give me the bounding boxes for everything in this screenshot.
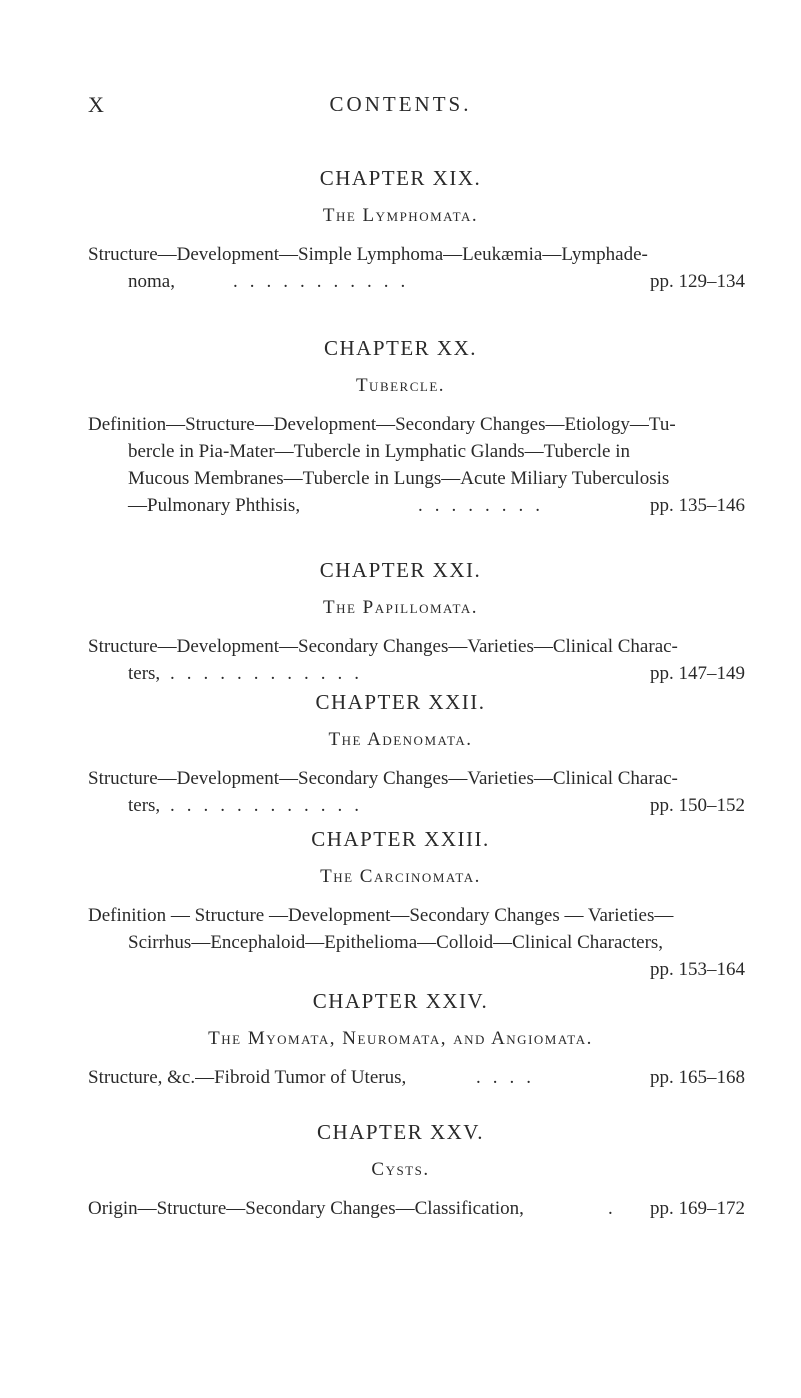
page-range: pp. 147–149 xyxy=(650,663,745,684)
contents-line: Definition — Structure —Development—Secondary Changes — Varieties— xyxy=(88,905,674,926)
chapter-heading: CHAPTER XXIV. xyxy=(312,989,489,1013)
leader-dots: .... xyxy=(476,1067,543,1088)
chapter-heading: CHAPTER XXV. xyxy=(317,1120,484,1144)
chapter-heading: CHAPTER XXIII. xyxy=(311,827,490,851)
contents-line: Origin—Structure—Secondary Changes—Classification, xyxy=(88,1198,524,1219)
contents-line: Mucous Membranes—Tubercle in Lungs—Acute Miliary Tuberculosis xyxy=(128,468,670,489)
page-range: pp. 153–164 xyxy=(650,959,745,980)
chapter-heading: CHAPTER XIX. xyxy=(319,166,482,190)
chapter-contents xyxy=(88,902,745,983)
page-folio: X xyxy=(88,92,105,117)
page-range: pp. 150–152 xyxy=(650,795,745,816)
leader-dots: ............ xyxy=(170,663,371,684)
chapter-heading: CHAPTER XX. xyxy=(323,336,477,360)
page-header xyxy=(0,92,801,122)
contents-line: Structure, &c.—Fibroid Tumor of Uterus, xyxy=(88,1067,407,1088)
page-range: pp. 165–168 xyxy=(650,1067,745,1088)
chapter-xxiv xyxy=(0,988,801,1091)
chapter-contents xyxy=(88,1195,745,1222)
contents-line: Definition—Structure—Development—Secondary Changes—Etiology—Tu- xyxy=(88,414,676,435)
chapter-subject: The Carcinomata. xyxy=(320,866,481,887)
chapter-contents xyxy=(88,765,745,819)
chapter-xxv xyxy=(0,1119,801,1222)
chapter-subject: The Adenomata. xyxy=(328,729,473,750)
chapter-xxi xyxy=(0,557,801,687)
chapter-subject: The Lymphomata. xyxy=(322,205,479,226)
contents-line: Scirrhus—Encephaloid—Epithelioma—Colloid—Clinical Characters, xyxy=(128,932,664,953)
leader-dots: . xyxy=(608,1198,625,1219)
chapter-contents xyxy=(88,411,745,519)
page-range: pp. 129–134 xyxy=(650,271,745,292)
leader-dots: ............ xyxy=(170,795,371,816)
contents-line: bercle in Pia-Mater—Tubercle in Lymphatic Glands—Tubercle in xyxy=(128,441,630,462)
chapter-contents xyxy=(88,633,745,687)
page-range: pp. 135–146 xyxy=(650,495,745,516)
chapter-contents xyxy=(88,1064,745,1091)
contents-line: noma, xyxy=(128,271,175,292)
contents-line: Structure—Development—Secondary Changes—Varieties—Clinical Charac- xyxy=(88,768,678,789)
leader-dots: ........ xyxy=(418,495,552,516)
chapter-heading: CHAPTER XXI. xyxy=(319,558,482,582)
running-head: CONTENTS. xyxy=(329,92,472,116)
chapter-subject: The Papillomata. xyxy=(322,597,478,618)
page-range: pp. 169–172 xyxy=(650,1198,745,1219)
chapter-xxiii xyxy=(0,826,801,983)
contents-line: ters, xyxy=(128,663,161,684)
contents-line: Structure—Development—Simple Lymphoma—Leukæmia—Lymphade- xyxy=(88,244,648,265)
chapter-xx xyxy=(0,335,801,519)
contents-line: —Pulmonary Phthisis, xyxy=(128,495,301,516)
chapter-xix xyxy=(0,165,801,295)
chapter-xxii xyxy=(0,689,801,819)
leader-dots: ........... xyxy=(233,271,418,292)
contents-line: ters, xyxy=(128,795,161,816)
chapter-subject: The Myomata, Neuromata, and Angiomata. xyxy=(208,1028,593,1049)
chapter-subject: Cysts. xyxy=(371,1159,430,1180)
chapter-heading: CHAPTER XXII. xyxy=(315,690,486,714)
contents-line: Structure—Development—Secondary Changes—Varieties—Clinical Charac- xyxy=(88,636,678,657)
chapter-contents xyxy=(88,241,745,295)
chapter-subject: Tubercle. xyxy=(355,375,446,396)
